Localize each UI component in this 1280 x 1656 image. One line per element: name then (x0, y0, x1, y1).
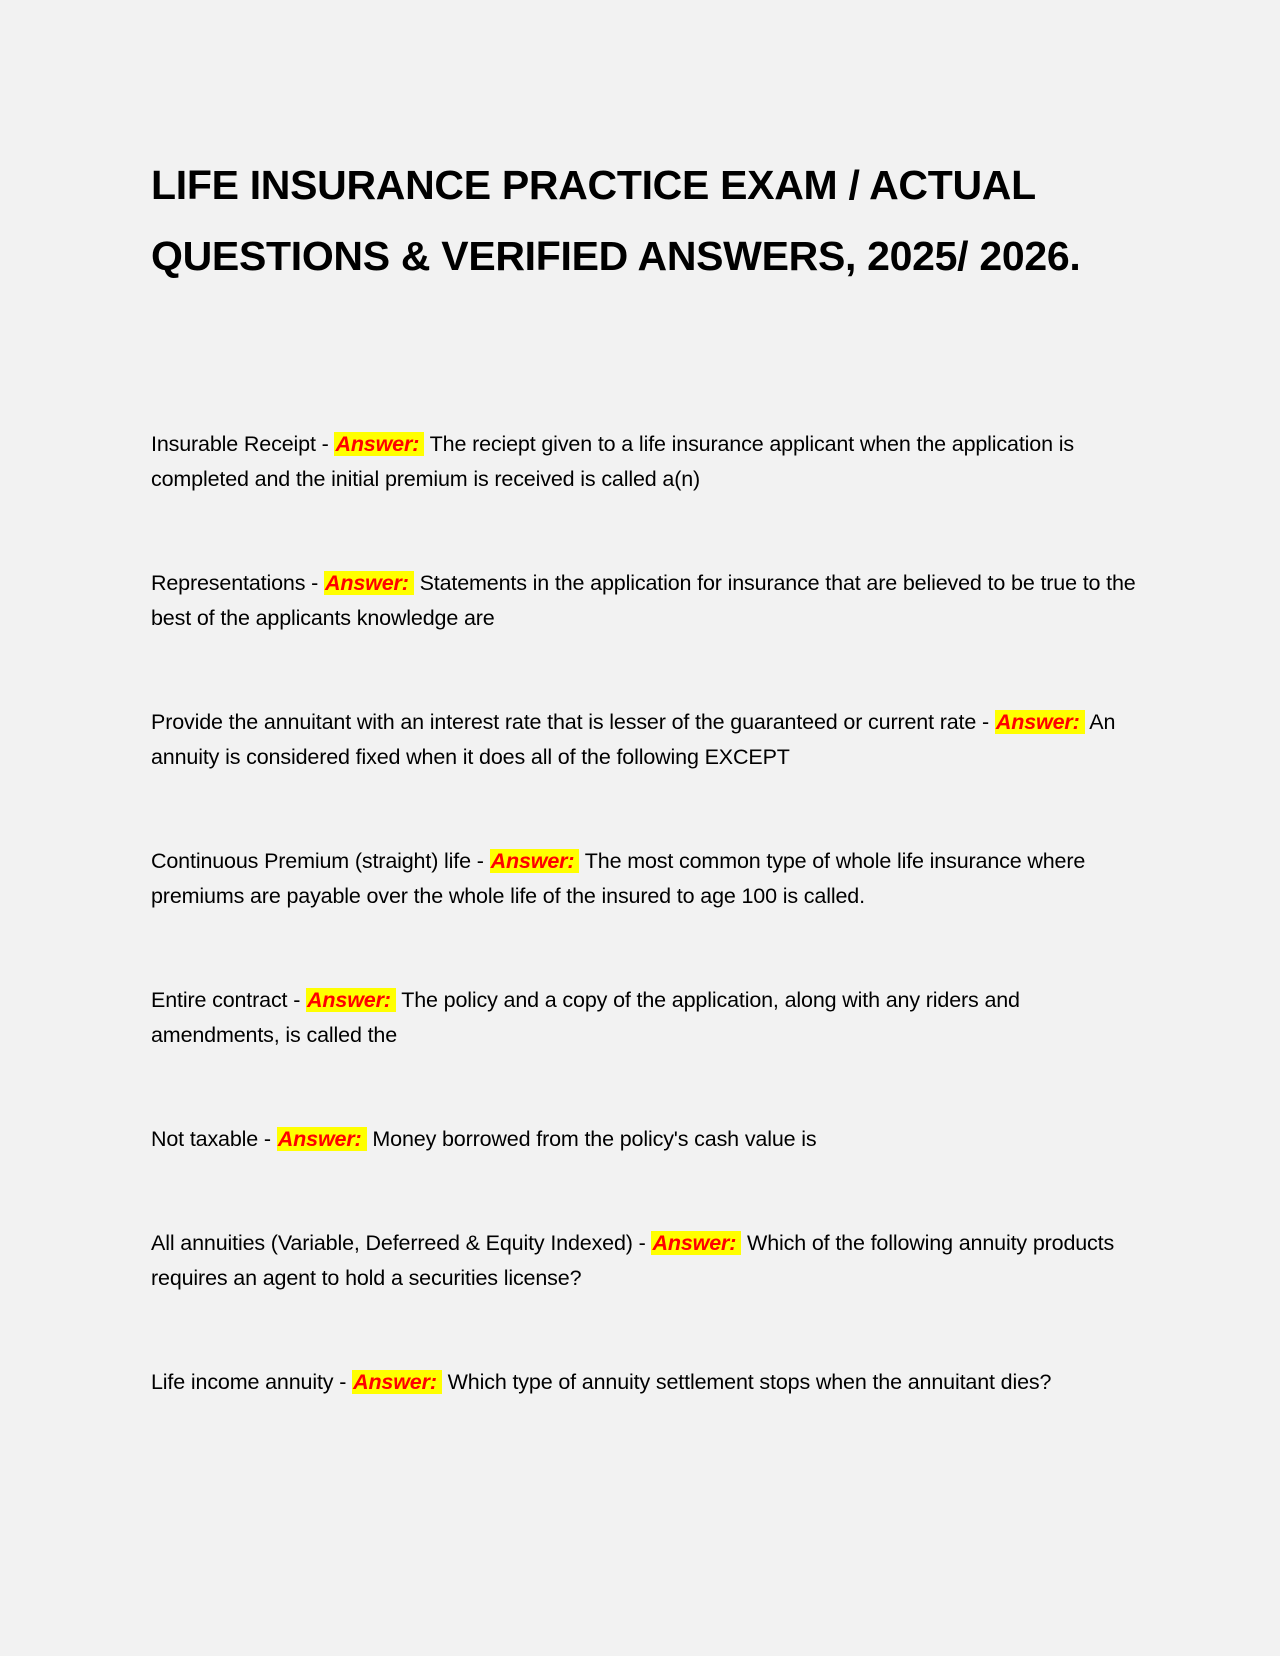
qa-item (151, 1226, 1136, 1296)
qa-term: Provide the annuitant with an interest rate that is lesser of the guaranteed or current rate - (151, 710, 995, 734)
qa-item (151, 427, 1136, 497)
qa-item (151, 1122, 1136, 1157)
qa-item (151, 983, 1136, 1053)
qa-term: All annuities (Variable, Deferreed & Equity Indexed) - (151, 1231, 652, 1255)
qa-term: Entire contract - (151, 988, 307, 1012)
qa-term: Insurable Receipt - (151, 432, 335, 456)
answer-label: Answer: (277, 1127, 367, 1151)
answer-label: Answer: (324, 571, 414, 595)
qa-text: Statements in the application for insurance that are believed to be true to the best of the applicants knowledge are (151, 571, 1136, 630)
answer-label: Answer: (334, 432, 424, 456)
qa-item (151, 566, 1136, 636)
qa-text: Which of the following annuity products requires an agent to hold a securities license? (151, 1231, 1115, 1290)
qa-text: The policy and a copy of the application, along with any riders and amendments, is called the (151, 988, 1020, 1047)
qa-term: Life income annuity - (151, 1370, 353, 1394)
qa-term: Representations - (151, 571, 324, 595)
qa-item (151, 1365, 1136, 1400)
qa-list (151, 427, 1136, 1400)
qa-term: Not taxable - (151, 1127, 277, 1151)
qa-item (151, 705, 1136, 775)
qa-item (151, 844, 1136, 914)
qa-text: Which type of annuity settlement stops when the annuitant dies? (441, 1370, 1052, 1394)
qa-text: The reciept given to a life insurance applicant when the application is completed and the initial premium is received is called a(n) (151, 432, 1074, 491)
document-page (151, 150, 1136, 1394)
qa-text: An annuity is considered fixed when it does all of the following EXCEPT (151, 710, 1116, 769)
document-title: LIFE INSURANCE PRACTICE EXAM / ACTUAL QUESTIONS & VERIFIED ANSWERS, 2025/ 2026. (151, 162, 1081, 279)
qa-text: Money borrowed from the policy's cash value is (366, 1127, 817, 1151)
answer-label: Answer: (490, 849, 580, 873)
answer-label: Answer: (306, 988, 396, 1012)
answer-label: Answer: (995, 710, 1085, 734)
qa-term: Continuous Premium (straight) life - (151, 849, 490, 873)
qa-text: The most common type of whole life insurance where premiums are payable over the whole life of the insured to age 100 is called. (151, 849, 1086, 908)
answer-label: Answer: (651, 1231, 741, 1255)
answer-label: Answer: (352, 1370, 442, 1394)
